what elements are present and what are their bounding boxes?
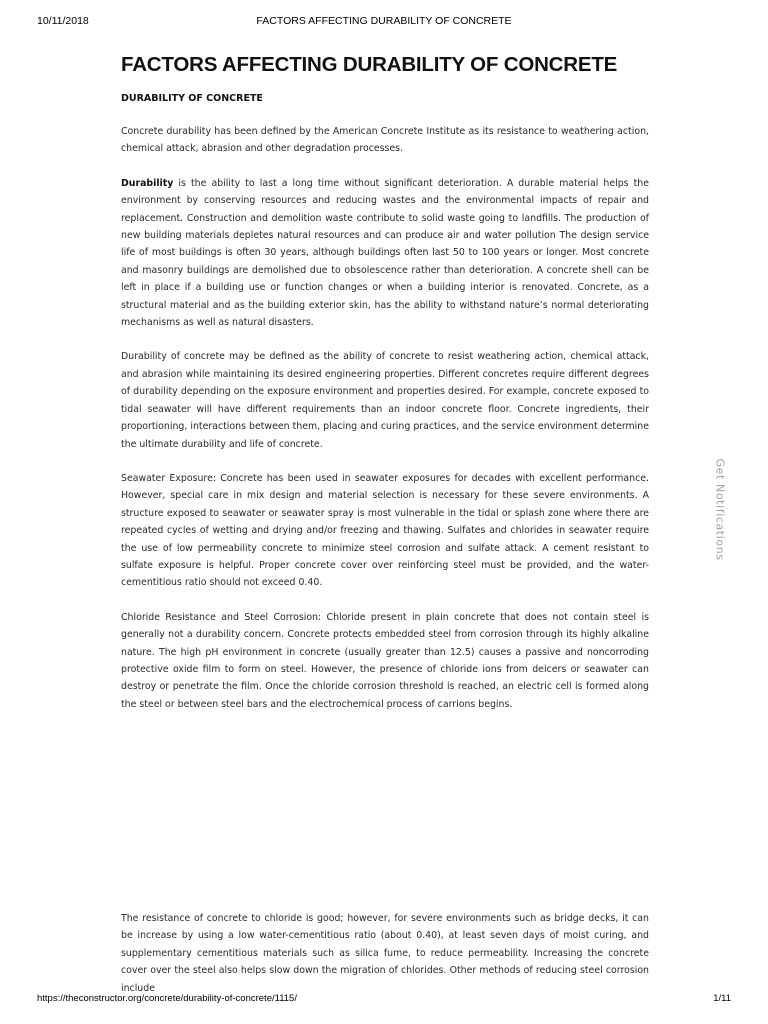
article <box>121 50 649 994</box>
paragraph-durability-definition: Durability of concrete may be defined as the ability of concrete to resist weathering action, chemical attack, and abrasion while maintaining its desired engineering properties. Different concretes require different degrees of durability depending on the exposure environment and properties desired. For example, concrete exposed to tidal seawater will have different requirements than an indoor concrete floor. Concrete ingredients, their proportioning, interactions between them, placing and curing practices, and the service environment determine the ultimate durability and life of concrete. <box>121 351 649 450</box>
paragraph-definition: Concrete durability has been defined by the American Concrete Institute as its resistance to weathering action, chemical attack, abrasion and other degradation processes. <box>121 126 649 155</box>
page-url: https://theconstructor.org/concrete/durability-of-concrete/1115/ <box>37 993 297 1004</box>
section-heading: DURABILITY OF CONCRETE <box>121 93 263 104</box>
durability-text: is the ability to last a long time without significant deterioration. A durable material helps the environment by conserving resources and reducing wastes and the environmental impacts of repair and replacement. Construction and demolition waste contribute to solid waste going to landfills. The production of new building materials depletes natural resources and can produce air and water pollution The design service life of most buildings is often 30 years, although buildings often last 50 to 100 years or longer. Most concrete and masonry buildings are demolished due to obsolescence rather than deterioration. A concrete shell can be left in place if a building use or function changes or when a building interior is renovated. Concrete, as a structural material and as the building exterior skin, has the ability to withstand nature’s normal deteriorating mechanisms as well as natural disasters. <box>121 177 649 329</box>
paragraph-chloride-reduction: The resistance of concrete to chloride is good; however, for severe environments such as bridge decks, it can be increase by using a low water-cementitious ratio (about 0.40), at least seven days of moist curing, and supplementary cementitious materials such as silica fume, to reduce permeability. Increasing the concrete cover over the steel also helps slow down the migration of chlorides. Other methods of reducing steel corrosion include <box>121 913 649 994</box>
page-number: 1/11 <box>713 993 731 1004</box>
paragraph-durability <box>121 175 649 332</box>
paragraph-seawater-exposure: Seawater Exposure: Concrete has been used in seawater exposures for decades with excellent performance. However, special care in mix design and material selection is necessary for these severe environments. A structure exposed to seawater or seawater spray is most vulnerable in the tidal or splash zone where there are repeated cycles of wetting and drying and/or freezing and thawing. Sulfates and chlorides in seawater require the use of low permeability concrete to minimize steel corrosion and sulfate attack. A cement resistant to sulfate exposure is helpful. Proper concrete cover over reinforcing steel must be provided, and the water-cementitious ratio should not exceed 0.40. <box>121 472 649 589</box>
paragraph-chloride-resistance: Chloride Resistance and Steel Corrosion: Chloride present in plain concrete that does not contain steel is generally not a durability concern. Concrete protects embedded steel from corrosion through its highly alkaline nature. The high pH environment in concrete (usually greater than 12.5) causes a passive and noncorroding protective oxide film to form on steel. However, the presence of chloride ions from deicers or seawater can destroy or penetrate the film. Once the chloride corrosion threshold is reached, an electric cell is formed along the steel or between steel bars and the electrochemical process of carrions begins. <box>121 611 649 710</box>
print-footer <box>0 993 768 1009</box>
page-title: FACTORS AFFECTING DURABILITY OF CONCRETE <box>121 53 618 76</box>
get-notifications-tab[interactable] <box>710 458 730 562</box>
durability-term: Durability <box>121 177 174 189</box>
print-header <box>0 15 768 31</box>
print-header-title: FACTORS AFFECTING DURABILITY OF CONCRETE <box>256 15 512 27</box>
get-notifications-label: Get Notifications <box>713 458 727 561</box>
print-date: 10/11/2018 <box>37 15 89 27</box>
